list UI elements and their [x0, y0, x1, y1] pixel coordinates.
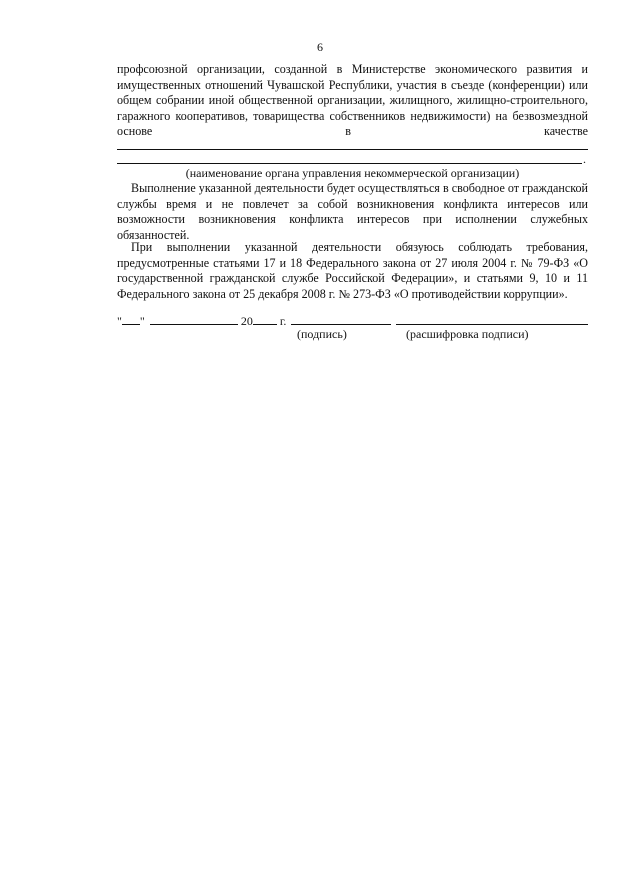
- paragraph-1-line: профсоюзной организации, созданной в Министерстве экономического развития и: [117, 62, 588, 76]
- paragraph-2: [117, 181, 588, 243]
- signature-decode-blank[interactable]: [396, 313, 588, 325]
- paragraph-3-line: государственной гражданской службе Российской Федерации», и статьями 9, 10 и 11: [117, 271, 588, 286]
- trailing-dot: .: [583, 152, 586, 166]
- date-day-blank[interactable]: [122, 313, 140, 325]
- paragraph-3-line: При выполнении указанной деятельности обязуюсь соблюдать требования,: [131, 240, 588, 254]
- paragraph-2-line: службы время и не повлечет за собой возникновения конфликта интересов или: [117, 196, 588, 211]
- org-caption: (наименование органа управления некоммерческой организации): [185, 166, 520, 180]
- paragraph-1-line: общем собрании иной общественной организации, жилищного, жилищно-строительного,: [117, 93, 588, 108]
- paragraph-1-line: гаражного кооперативов, товарищества собственников недвижимости) на безвозмездной: [117, 108, 588, 123]
- paragraph-2-line: обязанностей.: [117, 227, 190, 242]
- date-year-suffix: г.: [279, 314, 287, 328]
- date-month-blank[interactable]: [150, 313, 238, 325]
- date-quote-close: ": [139, 314, 145, 328]
- paragraph-1: [117, 62, 588, 140]
- blank-line-2: [117, 163, 582, 164]
- paragraph-3-line: предусмотренные статьями 17 и 18 Федерального закона от 27 июля 2004 г. № 79-ФЗ «О: [117, 255, 588, 270]
- paragraph-2-line: возможности возникновения конфликта интересов при исполнении служебных: [117, 212, 588, 227]
- signature-decode-caption: (расшифровка подписи): [406, 327, 529, 341]
- date-year-blank[interactable]: [253, 313, 277, 325]
- paragraph-1-line: имущественных отношений Чувашской Республики, участия в съезде (конференции) или: [117, 77, 588, 92]
- page-number: 6: [317, 40, 323, 54]
- paragraph-3-line: Федерального закона от 25 декабря 2008 г. № 273-ФЗ «О противодействии коррупции».: [117, 286, 568, 301]
- date-year-prefix: 20: [240, 314, 253, 328]
- signature-blank[interactable]: [291, 313, 391, 325]
- paragraph-1-line: основе в качестве: [117, 124, 588, 139]
- paragraph-2-line: Выполнение указанной деятельности будет осуществляться в свободное от гражданской: [131, 181, 588, 195]
- signature-caption: (подпись): [297, 327, 347, 341]
- date-quote-open: ": [117, 314, 122, 328]
- paragraph-3: [117, 240, 588, 302]
- blank-line-1: [117, 149, 588, 150]
